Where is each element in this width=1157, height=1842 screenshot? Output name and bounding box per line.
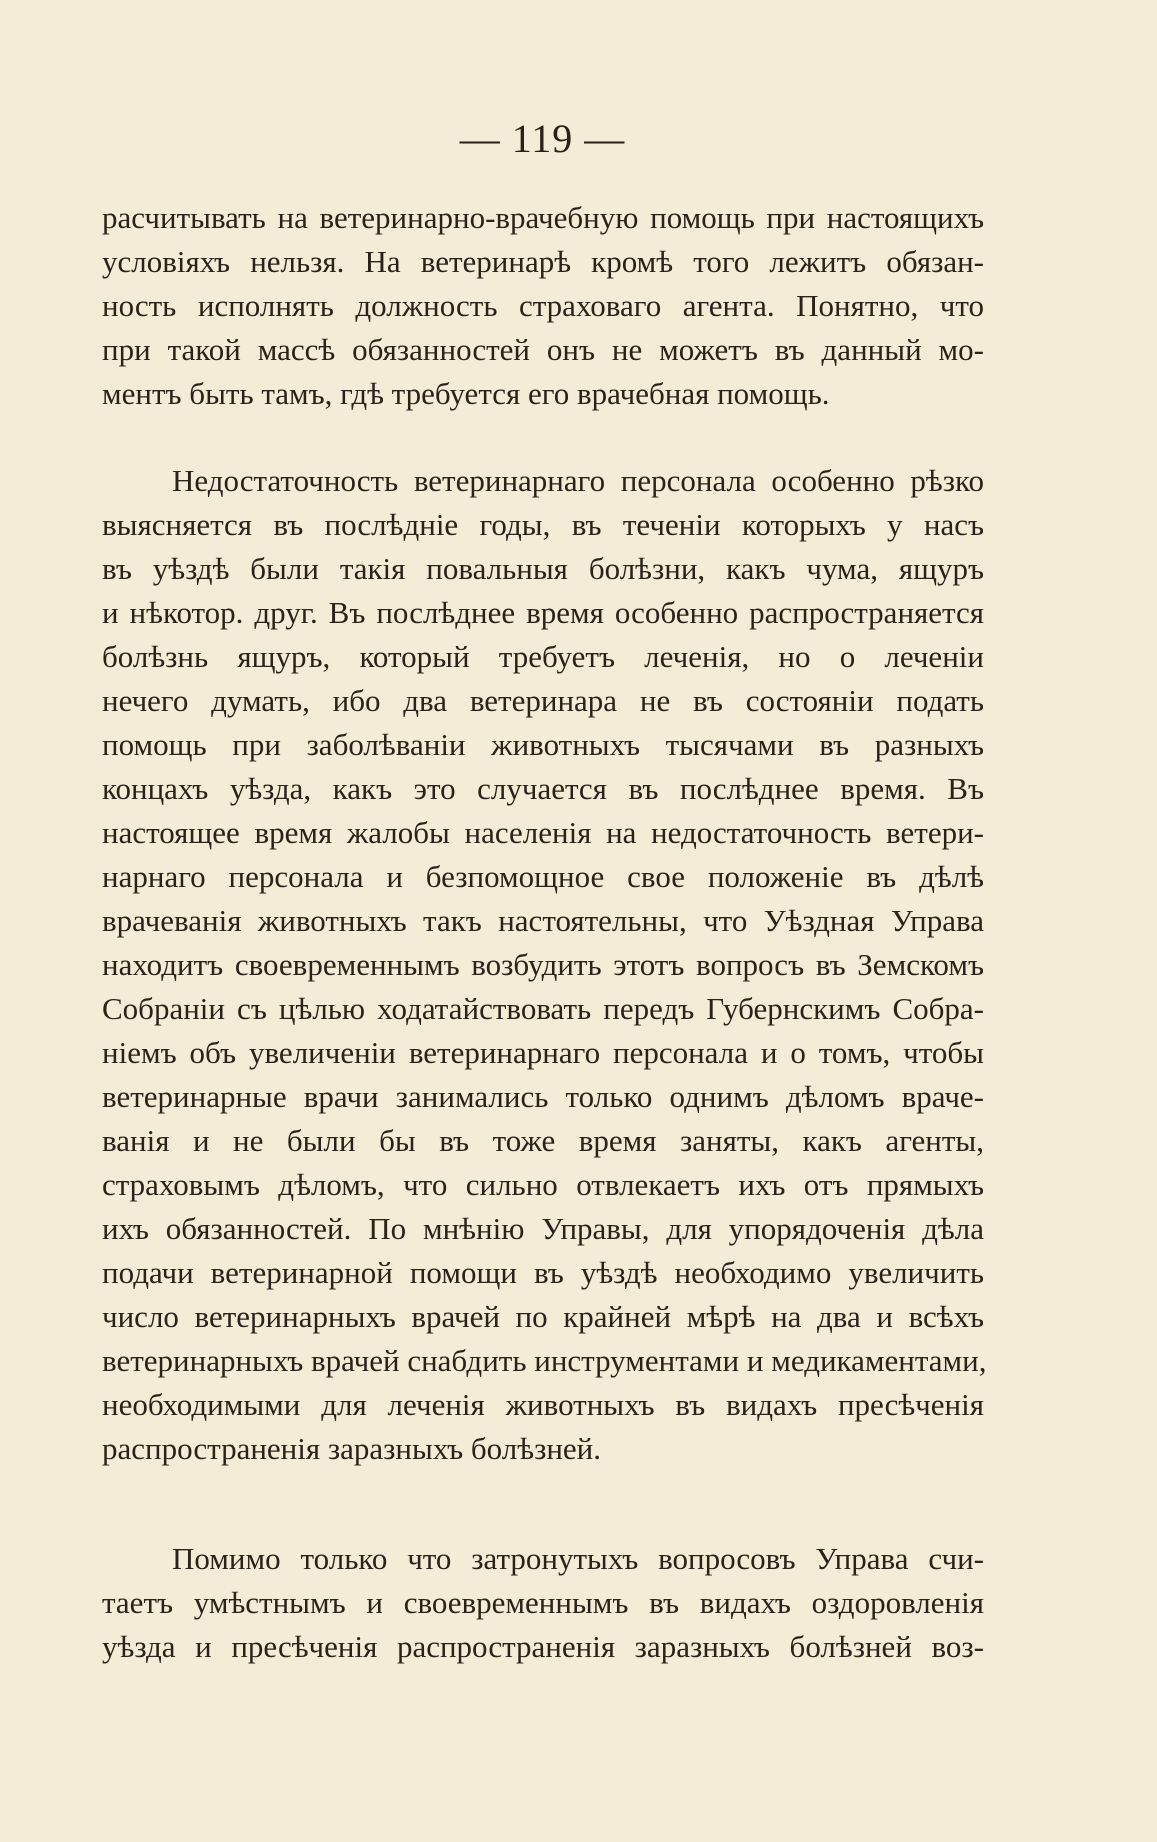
text-line: ванія и не были бы въ тоже время заняты, какъ агенты, (102, 1123, 984, 1158)
text-line: ность исполнять должность страховаго агента. Понятно, что (102, 288, 984, 323)
text-line: находитъ своевременнымъ возбудить этотъ вопросъ въ Земскомъ (102, 947, 984, 982)
text-line: и нѣкотор. друг. Въ послѣднее время особенно распространяется (102, 595, 984, 630)
text-line: таетъ умѣстнымъ и своевременнымъ въ видахъ оздоровленія (102, 1585, 984, 1620)
text-line: необходимыми для леченія животныхъ въ видахъ пресѣченія (102, 1387, 984, 1422)
text-line: болѣзнь ящуръ, который требуетъ леченія, но о леченіи (102, 639, 984, 674)
text-line: уѣзда и пресѣченія распространенія заразныхъ болѣзней воз- (102, 1629, 984, 1664)
text-line: концахъ уѣзда, какъ это случается въ послѣднее время. Въ (102, 771, 984, 806)
text-line: при такой массѣ обязанностей онъ не можетъ въ данный мо- (102, 332, 984, 367)
text-line: ментъ быть тамъ, гдѣ требуется его врачебная помощь. (102, 376, 830, 411)
text-line: помощь при заболѣваніи животныхъ тысячами въ разныхъ (102, 727, 984, 762)
text-line: настоящее время жалобы населенія на недостаточность ветери- (102, 815, 984, 850)
text-line: Помимо только что затронутыхъ вопросовъ Управа счи- (172, 1541, 984, 1576)
text-line: ветеринарные врачи занимались только однимъ дѣломъ враче- (102, 1079, 984, 1114)
text-line: ніемъ объ увеличеніи ветеринарнаго персонала и о томъ, чтобы (102, 1035, 984, 1070)
text-line: расчитывать на ветеринарно-врачебную помощь при настоящихъ (102, 200, 984, 235)
text-line: подачи ветеринарной помощи въ уѣздѣ необходимо увеличить (102, 1255, 984, 1290)
text-line: Собраніи съ цѣлью ходатайствовать передъ Губернскимъ Собра- (102, 991, 984, 1026)
text-line: распространенія заразныхъ болѣзней. (102, 1431, 602, 1466)
text-line: число ветеринарныхъ врачей по крайней мѣрѣ на два и всѣхъ (102, 1299, 984, 1334)
text-line: выясняется въ послѣдніе годы, въ теченіи которыхъ у насъ (102, 507, 984, 542)
page-number: — 119 — (459, 116, 626, 161)
text-line: нечего думать, ибо два ветеринара не въ состояніи подать (102, 683, 984, 718)
text-line: въ уѣздѣ были такія повальныя болѣзни, какъ чума, ящуръ (102, 551, 984, 586)
paragraph-2 (102, 459, 987, 1471)
text-line: условіяхъ нельзя. На ветеринарѣ кромѣ того лежитъ обязан- (102, 244, 984, 279)
text-line: Недостаточность ветеринарнаго персонала особенно рѣзко (172, 463, 984, 498)
text-line: ветеринарныхъ врачей снабдить инструментами и медикаментами, (102, 1343, 987, 1378)
paragraph-3 (102, 1537, 984, 1669)
text-line: нарнаго персонала и безпомощное свое положеніе въ дѣлѣ (102, 859, 984, 894)
paragraph-1 (102, 196, 984, 416)
text-line: ихъ обязанностей. По мнѣнію Управы, для упорядоченія дѣла (102, 1211, 984, 1246)
text-line: страховымъ дѣломъ, что сильно отвлекаетъ ихъ отъ прямыхъ (102, 1167, 984, 1202)
text-line: врачеванія животныхъ такъ настоятельны, что Уѣздная Управа (102, 903, 984, 938)
